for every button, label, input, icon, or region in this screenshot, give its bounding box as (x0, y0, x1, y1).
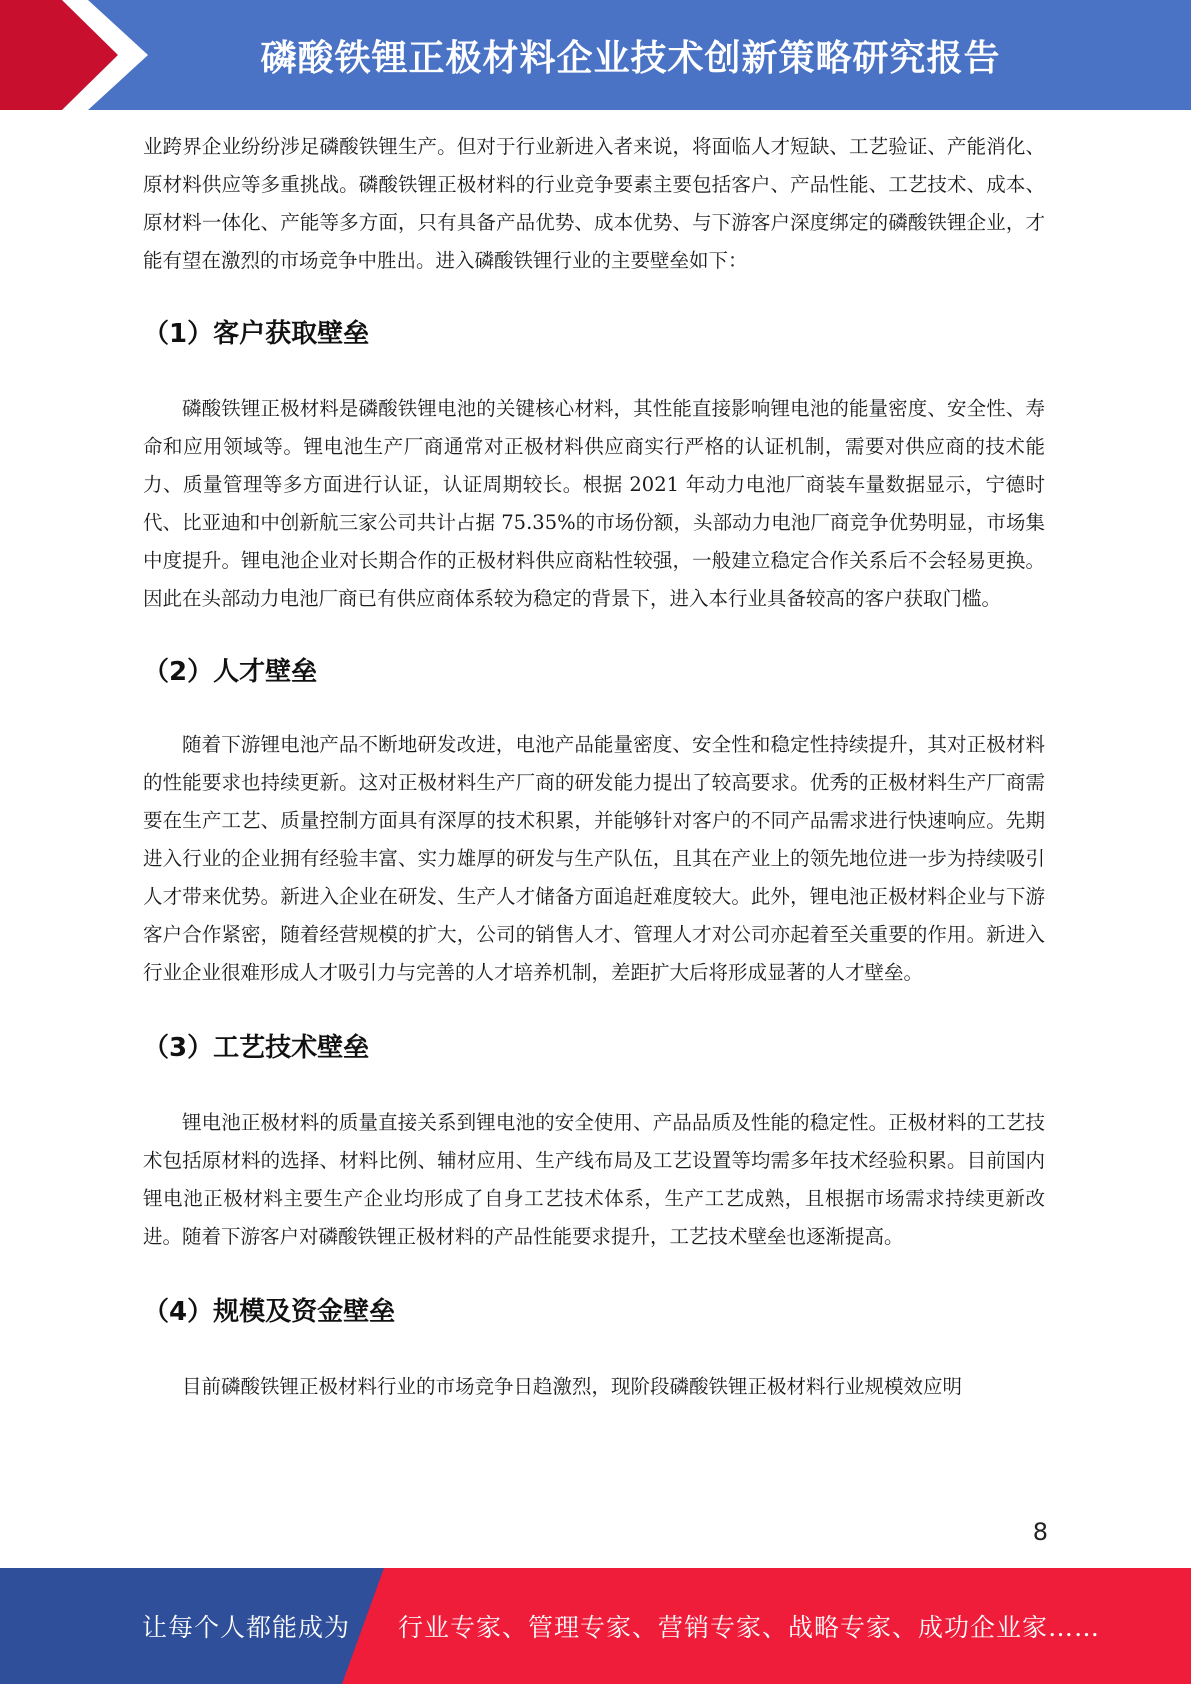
intro-paragraph: 业跨界企业纷纷涉足磷酸铁锂生产。但对于行业新进入者来说，将面临人才短缺、工艺验证、产能消化、原材料供应等多重挑战。磷酸铁锂正极材料的行业竞争要素主要包括客户、产品性能、工艺技术、成本、原材料一体化、产能等多方面，只有具备产品优势、成本优势、与下游客户深度绑定的磷酸铁锂企业，才能有望在激烈的市场竞争中胜出。进入磷酸铁锂行业的主要壁垒如下： (143, 135, 1045, 272)
header-arrow-icon (0, 0, 160, 110)
header-banner (0, 0, 1191, 110)
footer-slogan-right: 行业专家、管理专家、营销专家、战略专家、成功企业家…… (398, 1613, 1101, 1642)
section-heading-scale-capital-barrier: （4）规模及资金壁垒 (143, 1297, 396, 1327)
main-content (143, 128, 1045, 1406)
section-text-talent-barrier: 随着下游锂电池产品不断地研发改进，电池产品能量密度、安全性和稳定性持续提升，其对正极材料的性能要求也持续更新。这对正极材料生产厂商的研发能力提出了较高要求。优秀的正极材料生产厂商需要在生产工艺、质量控制方面具有深厚的技术积累，并能够针对客户的不同产品需求进行快速响应。先期进入行业的企业拥有经验丰富、实力雄厚的研发与生产队伍，且其在产业上的领先地位进一步为持续吸引人才带来优势。新进入企业在研发、生产人才储备方面追赶难度较大。此外，锂电池正极材料企业与下游客户合作紧密，随着经营规模的扩大，公司的销售人才、管理人才对公司亦起着至关重要的作用。新进入行业企业很难形成人才吸引力与完善的人才培养机制，差距扩大后将形成显著的人才壁垒。 (143, 733, 1045, 984)
page-number: 8 (1032, 1518, 1048, 1546)
section-heading-talent-barrier: （2）人才壁垒 (143, 657, 318, 687)
section-text-process-barrier: 锂电池正极材料的质量直接关系到锂电池的安全使用、产品品质及性能的稳定性。正极材料的工艺技术包括原材料的选择、材料比例、辅材应用、生产线布局及工艺设置等均需多年技术经验积累。目前国内锂电池正极材料主要生产企业均形成了自身工艺技术体系，生产工艺成熟，且根据市场需求持续更新改进。随着下游客户对磷酸铁锂正极材料的产品性能要求提升，工艺技术壁垒也逐渐提高。 (143, 1111, 1045, 1248)
footer-banner (0, 1568, 1191, 1684)
section-text-customer-barrier: 磷酸铁锂正极材料是磷酸铁锂电池的关键核心材料，其性能直接影响锂电池的能量密度、安全性、寿命和应用领域等。锂电池生产厂商通常对正极材料供应商实行严格的认证机制，需要对供应商的技术能力、质量管理等多方面进行认证，认证周期较长。根据 2021 年动力电池厂商装车量数据显示，宁德时代、比亚迪和中创新航三家公司共计占据 75.35%的市场份额，头部动力电池厂商竞争优势明显，市场集中度提升。锂电池企业对长期合作的正极材料供应商粘性较强，一般建立稳定合作关系后不会轻易更换。因此在头部动力电池厂商已有供应商体系较为稳定的背景下，进入本行业具备较高的客户获取门槛。 (143, 397, 1045, 610)
section-text-scale-capital-barrier: 目前磷酸铁锂正极材料行业的市场竞争日趋激烈，现阶段磷酸铁锂正极材料行业规模效应明 (182, 1375, 963, 1398)
section-heading-customer-barrier: （1）客户获取壁垒 (143, 319, 370, 349)
footer-slogan-left: 让每个人都能成为 (142, 1613, 351, 1642)
report-title: 磷酸铁锂正极材料企业技术创新策略研究报告 (260, 37, 1001, 79)
section-heading-process-barrier: （3）工艺技术壁垒 (143, 1033, 370, 1063)
